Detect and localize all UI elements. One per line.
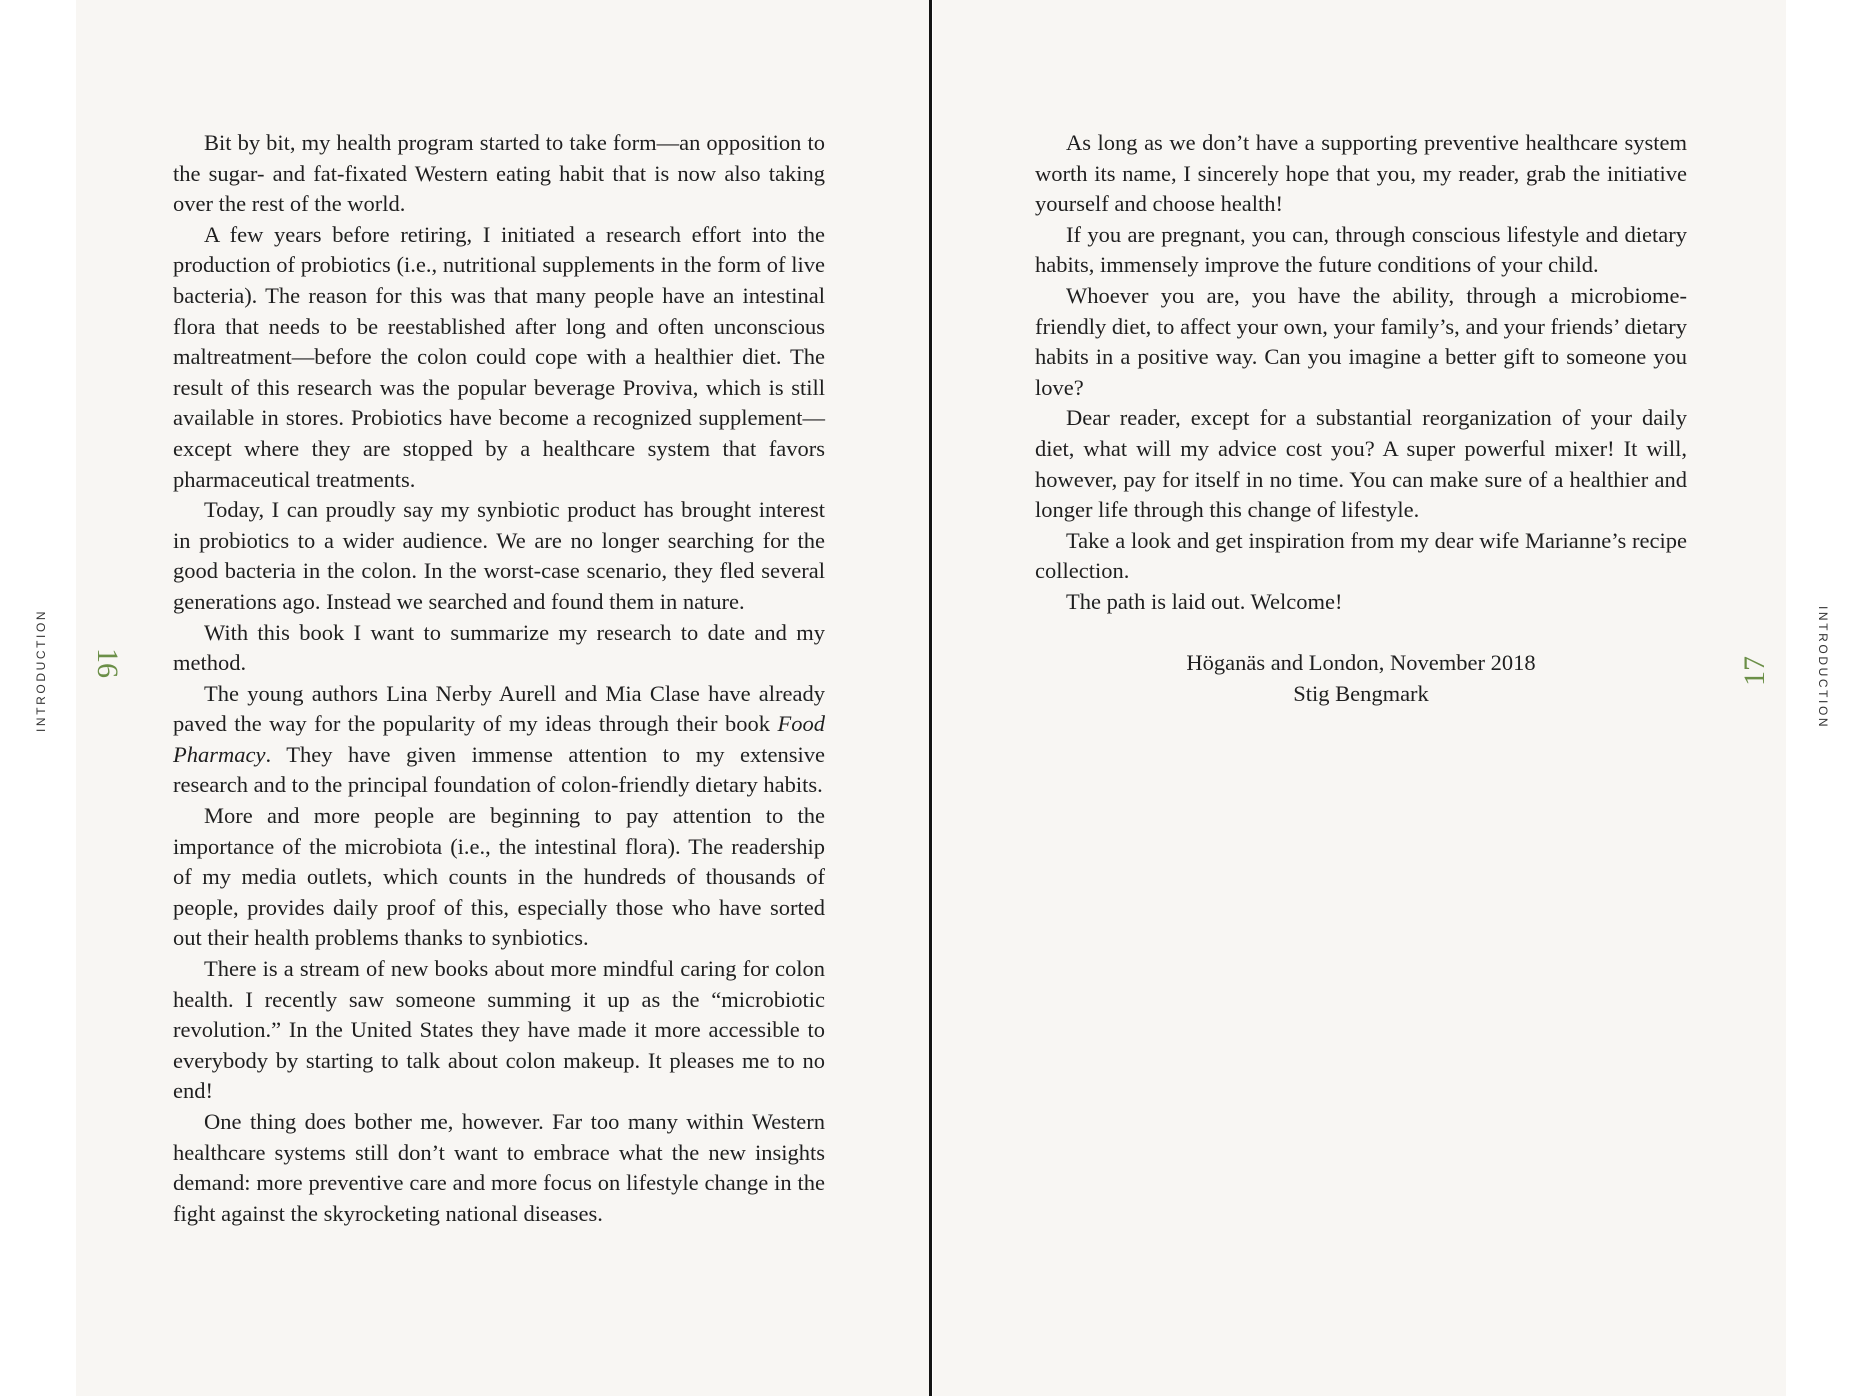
signature-name: Stig Bengmark xyxy=(1293,680,1429,706)
paragraph: Dear reader, except for a substantial reorganization of your daily diet, what will my advice cost you? A super powerful mixer! It will, however, pay for itself in no time. You can make sure of a healthier and longer life through this change of lifestyle. xyxy=(1035,405,1687,523)
paragraph-text: . They have given immense attention to my extensive research and to the principal foundation of colon-friendly dietary habits. xyxy=(173,741,825,798)
page-number-left: 16 xyxy=(91,648,124,678)
paragraph: A few years before retiring, I initiated a research effort into the production of probiotics (i.e., nutritional supplements in the form of live bacteria). The reason for this was that many people have an intestinal flora that needs to be reestablished after long and often unconscious maltreatment—before the colon could cope with a healthier diet. The result of this research was the popular beverage Proviva, which is still available in stores. Probiotics have become a recognized supplement—except where they are stopped by a healthcare system that favors pharmaceutical treatments. xyxy=(173,221,825,492)
signature-block xyxy=(1035,648,1687,709)
paragraph: The path is laid out. Welcome! xyxy=(1066,588,1343,614)
signature-place-date: Höganäs and London, November 2018 xyxy=(1186,650,1536,676)
paragraph: Today, I can proudly say my synbiotic product has brought interest in probiotics to a wider audience. We are no longer searching for the good bacteria in the colon. In the worst-case scenario, they fled several generations ago. Instead we searched and found them in nature. xyxy=(173,497,825,614)
paragraph-text: The young authors Lina Nerby Aurell and Mia Clase have already paved the way for the popularity of my ideas through their book xyxy=(173,680,825,737)
paragraph: As long as we don’t have a supporting preventive healthcare system worth its name, I sincerely hope that you, my reader, grab the initiative yourself and choose health! xyxy=(1035,130,1687,217)
page-number-right: 17 xyxy=(1738,656,1771,686)
book-title-italic: Food Pharmacy xyxy=(173,711,825,767)
right-page xyxy=(933,0,1786,1396)
left-page-body xyxy=(173,128,825,1229)
paragraph: Whoever you are, you have the ability, through a microbiome-friendly diet, to affect your own, your family’s, and your friends’ dietary habits in a positive way. Can you imagine a better gift to someone you love? xyxy=(1035,282,1687,400)
paragraph: With this book I want to summarize my research to date and my method. xyxy=(173,619,825,676)
right-page-body xyxy=(1035,128,1687,709)
paragraph: Take a look and get inspiration from my dear wife Marianne’s recipe collection. xyxy=(1035,527,1687,584)
paragraph: One thing does bother me, however. Far too many within Western healthcare systems still don’t want to embrace what the new insights demand: more preventive care and more focus on lifestyle change in the fight against the skyrocketing national diseases. xyxy=(173,1109,825,1226)
paragraph: More and more people are beginning to pay attention to the importance of the microbiota (i.e., the intestinal flora). The readership of my media outlets, which counts in the hundreds of thousands of people, provides daily proof of this, especially those who have sorted out their health problems thanks to synbiotics. xyxy=(173,803,825,951)
running-head-left: INTRODUCTION xyxy=(34,608,48,732)
paragraph: There is a stream of new books about more mindful caring for colon health. I recently saw someone summing it up as the “microbiotic revolution.” In the United States they have made it more accessible to everybody by starting to talk about colon makeup. It pleases me to no end! xyxy=(173,956,825,1104)
paragraph: Bit by bit, my health program started to take form—an opposition to the sugar- and fat-fixated Western eating habit that is now also taking over the rest of the world. xyxy=(173,130,825,217)
paragraph: If you are pregnant, you can, through conscious lifestyle and dietary habits, immensely improve the future conditions of your child. xyxy=(1035,221,1687,278)
paragraph-food-pharmacy xyxy=(173,679,825,801)
left-page xyxy=(76,0,929,1396)
spine-gutter xyxy=(929,0,932,1396)
running-head-right: INTRODUCTION xyxy=(1816,606,1830,730)
